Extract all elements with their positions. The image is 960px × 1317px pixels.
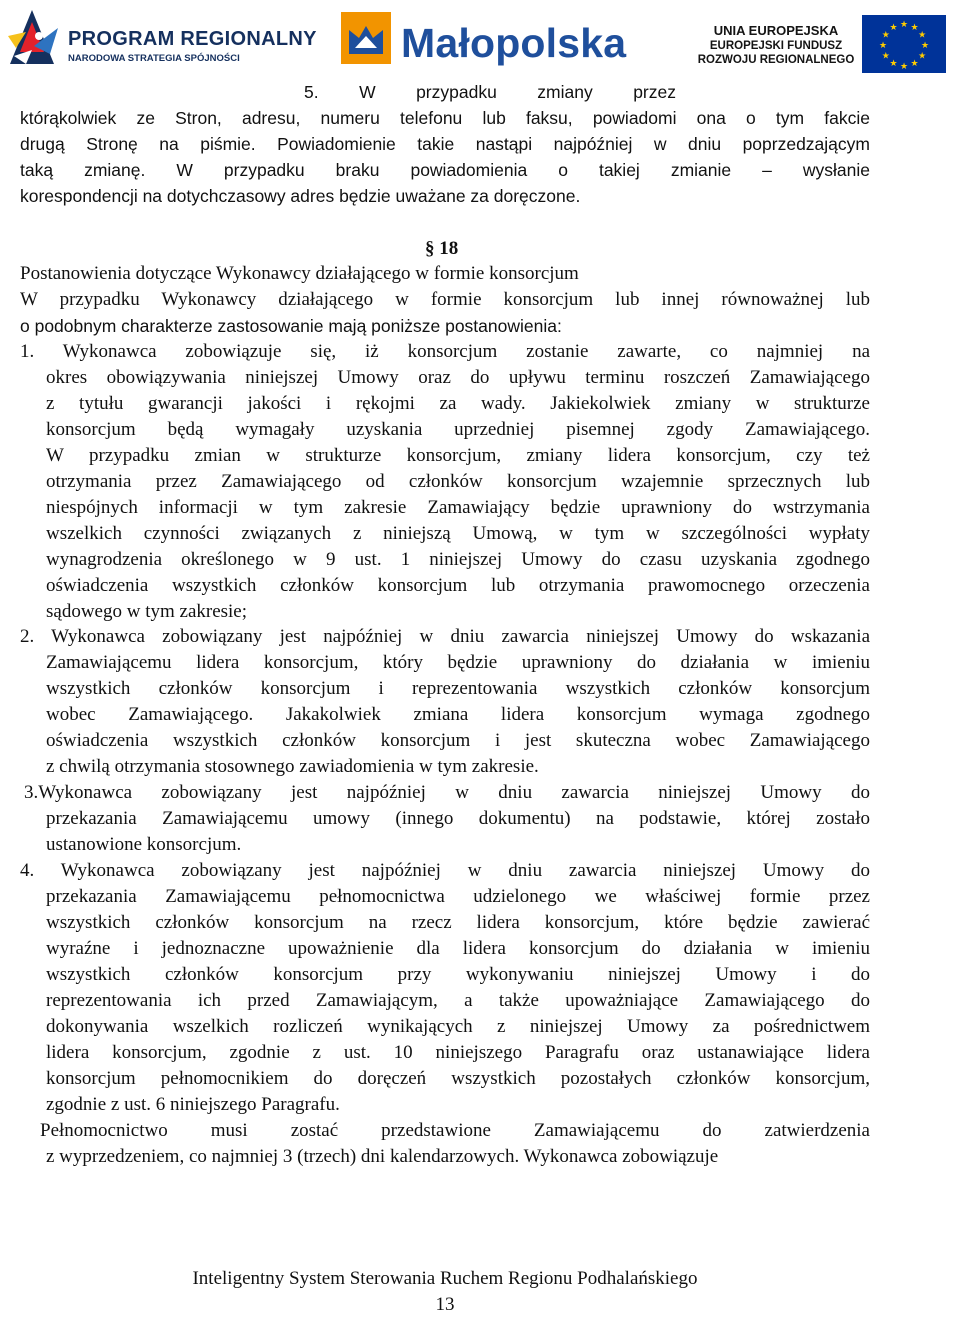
point2-line1: 2. Wykonawca zobowiązany jest najpóźniej w dniu zawarcia niniejszej Umowy do wskazania xyxy=(20,626,870,647)
item5-line1: którąkolwiek ze Stron, adresu, numeru telefonu lub faksu, powiadomi ona o tym fakcie xyxy=(20,108,870,128)
svg-text:★: ★ xyxy=(910,22,919,33)
svg-text:★: ★ xyxy=(881,30,890,41)
point1-line7: niespójnych informacji w tym zakresie Zamawiający będzie uprawniony do wstrzymania xyxy=(46,497,870,518)
svg-text:★: ★ xyxy=(899,62,909,72)
closing-line1: Pełnomocnictwo musi zostać przedstawione Zamawiającemu do zatwierdzenia xyxy=(40,1120,870,1141)
eu-line1: UNIA EUROPEJSKA xyxy=(713,23,839,38)
point4-line5: wszystkich członków konsorcjum przy wykonywaniu niniejszej Umowy i do xyxy=(46,964,870,985)
eu-text xyxy=(696,22,856,67)
point2-line4: wobec Zamawiającego. Jakakolwiek zmiana lidera konsorcjum wymaga zgodnego xyxy=(46,704,870,725)
eu-line3: ROZWOJU REGIONALNEGO xyxy=(697,54,855,66)
point4-line10: zgodnie z ust. 6 niniejszego Paragrafu. xyxy=(46,1094,340,1115)
point1-line1: 1. Wykonawca zobowiązuje się, iż konsorcjum zostanie zawarte, co najmniej na xyxy=(20,341,870,362)
svg-text:★: ★ xyxy=(918,30,927,41)
svg-text:★: ★ xyxy=(918,51,927,62)
point4-line4: wyraźne i jednoznaczne upoważnienie dla lidera konsorcjum do działania w imieniu xyxy=(46,938,870,959)
section-title: Postanowienia dotyczące Wykonawcy działającego w formie konsorcjum xyxy=(20,263,579,284)
footer-project: Inteligentny System Sterowania Ruchem Regionu Podhalańskiego xyxy=(192,1268,698,1289)
point4-line3: wszystkich członków konsorcjum na rzecz lidera konsorcjum, które będzie zawierać xyxy=(46,912,870,933)
point4-line9: konsorcjum pełnomocnikiem do doręczeń wszystkich pozostałych członków konsorcjum, xyxy=(46,1068,870,1089)
item5-line2: drugą Stronę na piśmie. Powiadomienie takie nastąpi najpóźniej w dniu poprzedzającym xyxy=(20,134,870,154)
svg-text:★: ★ xyxy=(920,41,930,51)
malopolska-emblem-icon xyxy=(337,8,395,70)
point3-line2: przekazania Zamawiającemu umowy (innego dokumentu) na podstawie, której zostało xyxy=(46,808,870,829)
item5-line3: taką zmianę. W przypadku braku powiadomienia o takiej zmianie – wysłanie xyxy=(20,160,870,180)
point1-line2: okres obowiązywania niniejszej Umowy oraz do upływu terminu roszczeń Zamawiającego xyxy=(46,367,870,388)
point1-line6: otrzymania przez Zamawiającego od członków konsorcjum wzajemnie sprzecznych lub xyxy=(46,471,870,492)
point4-line6: reprezentowania ich przed Zamawiającym, a także upoważniające Zamawiającego do xyxy=(46,990,870,1011)
point4-line8: lidera konsorcjum, zgodnie z ust. 10 niniejszego Paragrafu oraz ustanawiające lidera xyxy=(46,1042,870,1063)
malopolska-logo xyxy=(337,8,637,74)
point4-line7: dokonywania wszelkich rozliczeń wynikających z niniejszej Umowy za pośrednictwem xyxy=(46,1016,870,1037)
point1-line3: z tytułu gwarancji jakości i rękojmi za wady. Jakiekolwiek zmiany w strukturze xyxy=(46,393,870,414)
point2-line6: z chwilą otrzymania stosownego zawiadomienia w tym zakresie. xyxy=(46,756,539,777)
program-regionalny-subtitle: NARODOWA STRATEGIA SPÓJNOŚCI xyxy=(68,53,240,64)
item5-line0: 5. W przypadku zmiany przez xyxy=(304,82,676,102)
eu-flag-icon xyxy=(862,15,946,73)
point1-line8: wszelkich czynności związanych z niniejszą Umową, w tym w szczególności wypłaty xyxy=(46,523,870,544)
svg-text:★: ★ xyxy=(889,22,898,33)
intro-line1: W przypadku Wykonawcy działającego w formie konsorcjum lub innej równoważnej lub xyxy=(20,289,870,310)
point4-line1: 4. Wykonawca zobowiązany jest najpóźniej w dniu zawarcia niniejszej Umowy do xyxy=(20,860,870,881)
point3-line1: 3.Wykonawca zobowiązany jest najpóźniej w dniu zawarcia niniejszej Umowy do xyxy=(24,782,870,803)
point1-line11: sądowego w tym zakresie; xyxy=(46,601,248,622)
point1-line4: konsorcjum będą wymagały uzyskania uprzedniej pisemnej zgody Zamawiającego. xyxy=(46,419,870,440)
point1-line10: oświadczenia wszystkich członków konsorcjum lub otrzymania prawomocnego orzeczenia xyxy=(46,575,870,596)
point1-line9: wynagrodzenia określonego w 9 ust. 1 niniejszej Umowy do czasu uzyskania zgodnego xyxy=(46,549,870,570)
point4-line2: przekazania Zamawiającemu pełnomocnictwa udzielonego we właściwej formie przez xyxy=(46,886,870,907)
page-header xyxy=(0,0,960,80)
section-heading: § 18 xyxy=(425,238,459,259)
point2-line5: oświadczenia wszystkich członków konsorcjum i jest skuteczna wobec Zamawiającego xyxy=(46,730,870,751)
malopolska-name: Małopolska xyxy=(401,20,627,66)
svg-text:★: ★ xyxy=(910,59,919,70)
point2-line3: wszystkich członków konsorcjum i reprezentowania wszystkich członków konsorcjum xyxy=(46,678,870,699)
point3-line3: ustanowione konsorcjum. xyxy=(46,834,242,855)
intro-line2: o podobnym charakterze zastosowanie mają poniższe postanowienia: xyxy=(20,316,562,336)
svg-text:★: ★ xyxy=(899,20,909,30)
program-regionalny-logo xyxy=(6,6,317,68)
svg-text:★: ★ xyxy=(881,51,890,62)
svg-text:★: ★ xyxy=(889,59,898,70)
closing-line2: z wyprzedzeniem, co najmniej 3 (trzech) dni kalendarzowych. Wykonawca zobowiązuje xyxy=(46,1146,719,1167)
item5-line4: korespondencji na dotychczasowy adres będzie uważane za doręczone. xyxy=(20,186,581,206)
eu-logo xyxy=(696,10,956,74)
point1-line5: W przypadku zmian w strukturze konsorcjum, zmiany lidera konsorcjum, czy też xyxy=(46,445,870,466)
point2-line2: Zamawiającemu lidera konsorcjum, który będzie uprawniony do działania w imieniu xyxy=(46,652,870,673)
footer-page-number: 13 xyxy=(435,1294,455,1315)
program-regionalny-emblem-icon xyxy=(6,6,62,68)
eu-line2: EUROPEJSKI FUNDUSZ xyxy=(709,40,843,52)
svg-text:★: ★ xyxy=(878,41,888,51)
program-regionalny-title: PROGRAM REGIONALNY xyxy=(68,28,317,50)
